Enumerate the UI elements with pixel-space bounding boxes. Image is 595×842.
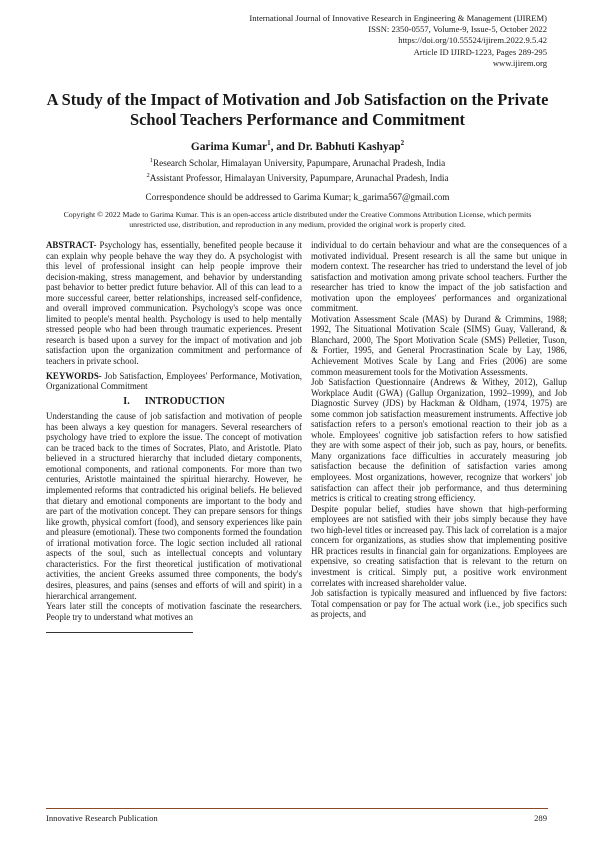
page-number: 289 (534, 813, 547, 823)
right-column (311, 240, 567, 620)
affiliation-2-mark: 2 (146, 172, 150, 179)
intro-paragraph-2: Years later still the concepts of motivation fascinate the researchers. People try to understand what motives an (46, 601, 302, 622)
journal-website-link[interactable]: www.ijirem.org (492, 57, 547, 68)
article-id: Article ID IJIRD-1223, Pages 289-295 (413, 46, 547, 57)
abstract-label: ABSTRACT- (46, 240, 97, 250)
abstract (46, 240, 302, 367)
correspondence-line: Correspondence should be addressed to Garima Kumar; k_garima567@gmail.com (145, 192, 450, 202)
right-paragraph-2: Motivation Assessment Scale (MAS) by Durand & Crimmins, 1988; 1992, The Situational Motivation Scale (SIMS) Guay, Vallerand, & Blanchard, 2000, The Sport Motivation Scale (SMS) Pelletier, Tuson, & Fortier, 1995, and General Procrastination Scale by Lay, 1986, Achievement Motives Scale by Lang and Fries (2006) are some common measurement tools for the Motivation Assessments. (311, 313, 567, 377)
journal-header (27, 13, 547, 69)
affiliation-1-mark: 1 (149, 157, 154, 164)
doi-link[interactable]: https://doi.org/10.55524/ijirem.2022.9.5.42 (398, 35, 547, 46)
intro-paragraph-1: Understanding the cause of job satisfaction and motivation of people has been always a key question for managers. Several researchers of psychology have tried to explore the issue. The concept of motivation can be traced back to the times of Socrates, Plato, and Aristotle. Plato believed in a structured hierarchy that included dietary components, emotional components, and rational components. For more than two centuries, Aristotle maintained the spiritual hierarchy. However, he implemented reforms that contradicted his original beliefs. He believed that dietary and emotional components are important to the body and are part of the motivation concept. They can prepare sensors for things like growth, physical comfort (food), and sensory experiences like pain and pleasure (emotional). These two components formed the foundation of irrational motivation force. The logic section included all rational aspects of the soul, such as intellectual concepts and voluntary characteristics. For the first theoretical justification of motivational activities, the ancient Greeks assumed three components, the body's desires, pleasures, and pains (senses and efforts of will and spirit) in a hierarchical arrangement. (46, 411, 302, 601)
footer-publisher: Innovative Research Publication (46, 813, 158, 823)
footnote-divider (46, 632, 193, 633)
right-paragraph-5: Job satisfaction is typically measured and influenced by five factors: Total compensation or pay for The actual work (i.e., job specifics such as projects, and (311, 588, 567, 620)
abstract-text: Psychology has, essentially, benefited people because it can explain why people behave the way they do. A psychologist with this level of professional insight can help people improve their decision-making, stress management, and behavior by understanding past behavior to better predict future behavior. All of this can lead to a more successful career, better relationships, increased self-confidence, and overall improved communication. Psychology's scope was once limited to people's mental health. Psychology is used to help mentally stressed people who had been through traumatic experiences. Present research is based upon a survey for the impact of motivation and job satisfaction upon the organization commitment and performance of teachers in private school. (46, 240, 302, 367)
paper-title: A Study of the Impact of Motivation and Job Satisfaction on the Private School Teachers Performance and Commitment (46, 90, 549, 129)
right-paragraph-1: individual to do certain behaviour and what are the consequences of a motivated individual. Present research is all the same but unique in modern context. The researcher has tried to understand the level of job satisfaction and motivation among private school teachers. Further the researcher has tried to know the impact of the job satisfaction and motivation upon the employees' performances and organizational commitment. (311, 240, 567, 314)
left-column (46, 240, 302, 633)
author-2: Dr. Babhuti Kashyap (297, 140, 401, 153)
affiliation-2 (34, 172, 561, 183)
author-1: Garima Kumar (190, 140, 268, 153)
keywords (46, 371, 302, 392)
footer-divider (46, 808, 548, 809)
author-separator: , and (270, 140, 298, 153)
journal-name: International Journal of Innovative Research in Engineering & Management (IJIREM) (249, 13, 547, 23)
affiliation-2-text: Assistant Professor, Himalayan University, Papumpare, Arunachal Pradesh, India (149, 173, 449, 184)
right-paragraph-3: Job Satisfaction Questionnaire (Andrews & Withey, 2012), Gallup Workplace Audit (GWA) (Gallup Organization, 1992–1999), and Job Diagnostic Survey (JDS) by Hackman & Oldham, (1974, 1975) are some common job satisfaction measurement instruments. Affective job satisfaction refers to a person's emotional reaction to their job as a whole. Employees' cognitive job satisfaction refers to how satisfied they are with some aspect of their job, such as pay, hours, or benefits. Many organizations face difficulties in accurately measuring job satisfaction because the definition of satisfaction varies among employees. Most organizations, however, recognize that workers' job satisfaction can affect their job performance, and thus determining metrics is critical to creating strong efficiency. (311, 377, 567, 504)
right-paragraph-4: Despite popular belief, studies have shown that high-performing employees are not satisfied with their jobs simply because they have two high-level titles or increased pay. This lack of correlation is a major concern for organizations, as studies show that implementing positive HR practices results in financial gain for organizations. Employees are expensive, so creating satisfaction that is relevant to the return on investment is critical. Simply put, a positive work environment correlates with increased shareholder value. (311, 503, 567, 588)
affiliation-1 (34, 157, 561, 168)
journal-issn: ISSN: 2350-0557, Volume-9, Issue-5, October 2022 (368, 24, 547, 35)
keywords-text: Job Satisfaction, Employees' Performance, Motivation, Organizational Commitment (46, 370, 302, 392)
author-2-affiliation-mark: 2 (400, 139, 405, 147)
author-1-affiliation-mark: 1 (267, 139, 271, 147)
keywords-label: KEYWORDS- (46, 370, 102, 381)
author-line (34, 139, 561, 153)
affiliation-1-text: Research Scholar, Himalayan University, Papumpare, Arunachal Pradesh, India (153, 158, 446, 169)
copyright-notice: Copyright © 2022 Made to Garima Kumar. This is an open-access article distributed under the Creative Commons Attribution License, which permits unrestricted use, distribution, and reproduction in any medium, provided the original work is properly cited. (63, 210, 532, 229)
section-heading-introduction: I. INTRODUCTION (123, 395, 225, 407)
